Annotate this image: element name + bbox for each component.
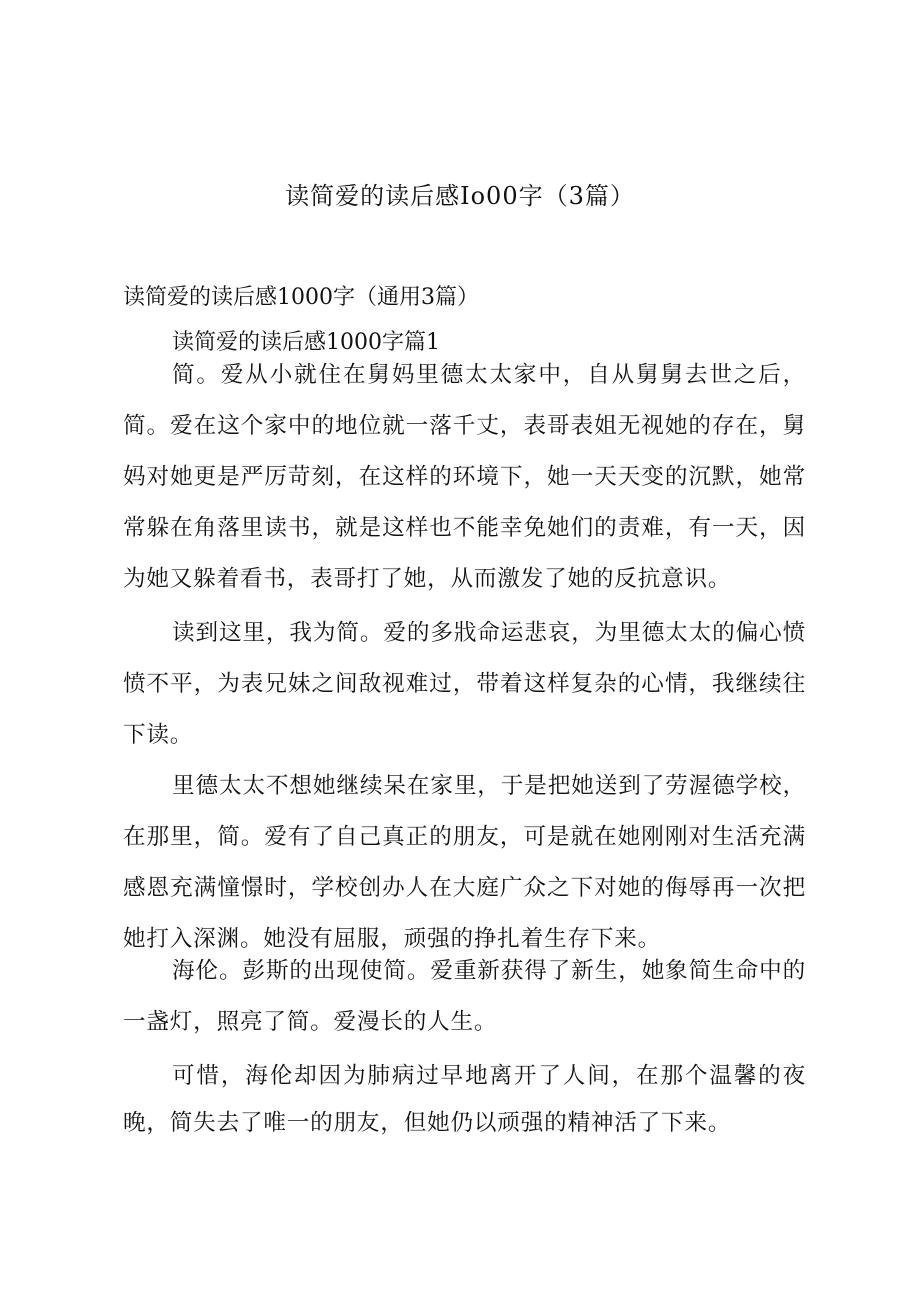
paragraph: 读到这里，我为简。爱的多戕命运悲哀，为里德太太的偏心愤愤不平，为表兄妹之间敌视难过，带着这样复杂的心情，我继续往下读。 <box>123 620 806 748</box>
paragraph: 里德太太不想她继续呆在家里，于是把她送到了劳渥德学校，在那里，简。爱有了自己真正的朋友，可是就在她刚刚对生活充满感恩充满憧憬时，学校创办人在大庭广众之下对她的侮辱再一次把她打入深渊。她没有屈服，顽强的挣扎着生存下来。 <box>123 773 806 952</box>
document-title: 读简爱的读后感Io00字（3篇） <box>285 182 635 210</box>
paragraph: 可惜，海伦却因为肺病过早地离开了人间，在那个温馨的夜晚，简失去了唯一的朋友，但她仍以顽强的精神活了下来。 <box>123 1063 806 1136</box>
paragraph: 海伦。彭斯的出现使简。爱重新获得了新生，她象简生命中的一盏灯，照亮了简。爱漫长的人生。 <box>123 958 806 1035</box>
paragraph: 简。爱从小就住在舅妈里德太太家中，自从舅舅去世之后，简。爱在这个家中的地位就一落千丈，表哥表姐无视她的存在，舅妈对她更是严厉苛刻，在这样的环境下，她一天天变的沉默，她常常躲在角落里读书，就是这样也不能幸免她们的责难，有一天，因为她又躲着看书，表哥打了她，从而激发了她的反抗意识。 <box>123 362 806 592</box>
document-subtitle: 读简爱的读后感1000字（通用3篇） <box>123 285 479 310</box>
section-heading: 读简爱的读后感1000字篇1 <box>172 330 440 355</box>
